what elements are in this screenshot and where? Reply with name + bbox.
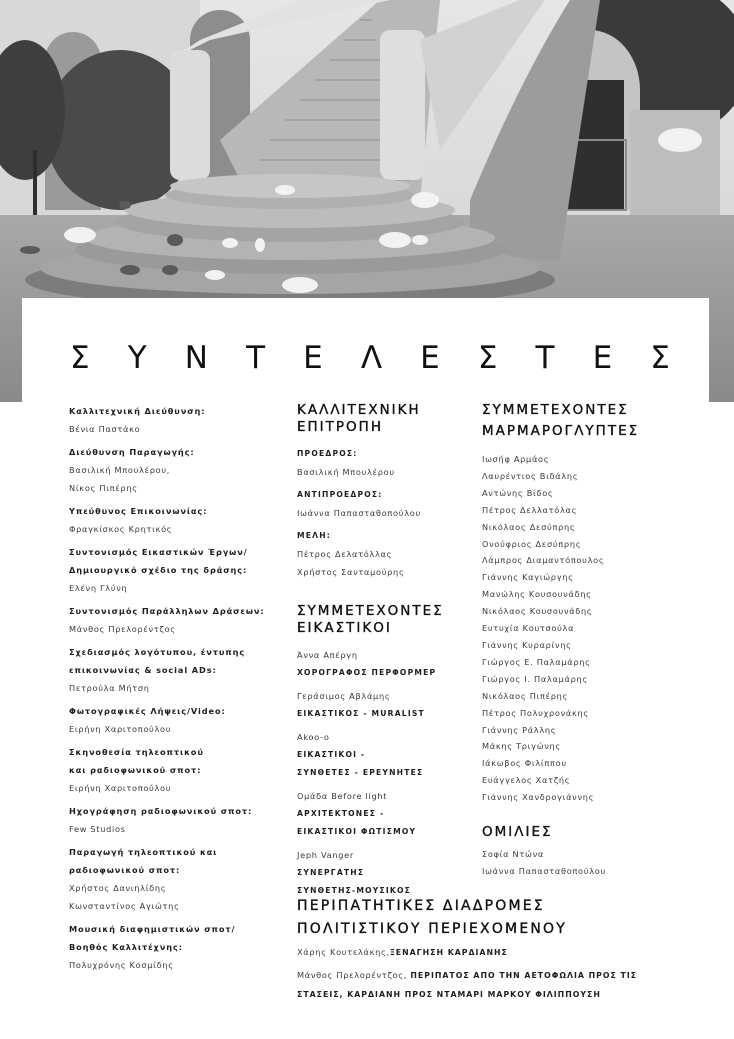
sculptor-name: Γιάννης Ράλλης — [482, 724, 557, 735]
title-letter: Τ — [246, 340, 265, 376]
sculptor-name: Ονούφριος Δεσύπρης — [482, 538, 582, 549]
walk-description: ΠΕΡΙΠΑΤΟΣ ΑΠΟ ΤΗΝ ΑΕΤΟΦΩΛΙΑ ΠΡΟΣ ΤΙΣ — [410, 971, 638, 980]
committee-column — [297, 402, 477, 905]
committee-name: Ιωάννα Παπασταθοπούλου — [297, 508, 421, 518]
walks-heading: ΠΟΛΙΤΙΣΤΙΚΟΥ ΠΕΡΙΕΧΟΜΕΝΟΥ — [297, 921, 568, 937]
credit-name: Κωνσταντίνος Αγιώτης — [69, 901, 180, 911]
title-letter: Λ — [360, 340, 383, 376]
credit-role: Μουσική διαφημιστικών σποτ/ — [69, 924, 236, 934]
title-letter: Υ — [127, 340, 147, 376]
credit-role: και ραδιοφωνικού σποτ: — [69, 765, 202, 775]
title-letter: Σ — [70, 340, 90, 376]
sculptor-name: Γιάννης Κυραρίνης — [482, 639, 572, 650]
credit-group — [69, 602, 289, 638]
visual-artists-heading: ΣΥΜΜΕΤΕΧΟΝΤΕΣ — [297, 603, 444, 619]
artist-entry — [297, 846, 477, 900]
credit-role: επικοινωνίας & social ADs: — [69, 665, 217, 675]
credit-group — [69, 702, 289, 738]
sculptor-name: Ευτυχία Κουτσούλα — [482, 623, 575, 634]
sculptor-name: Γιώργος Ε. Παλαμάρης — [482, 656, 591, 667]
production-credits-column — [69, 402, 289, 979]
title-letter: Ε — [420, 340, 440, 376]
credit-name: Ελένη Γλύνη — [69, 583, 128, 593]
credit-role: Παραγωγή τηλεοπτικού και — [69, 847, 218, 857]
credit-group — [69, 502, 289, 538]
credit-role: Δημιουργικό σχέδιο της δράσης: — [69, 565, 248, 575]
credit-role: Βοηθός Καλλιτέχνης: — [69, 942, 183, 952]
title-letter: Σ — [650, 340, 670, 376]
credit-name: Χρήστος Δανιηλίδης — [69, 883, 167, 893]
artist-name: Ομάδα Before light — [297, 791, 388, 801]
credit-name: Πετρούλα Μήτση — [69, 683, 150, 693]
credit-group — [69, 543, 289, 597]
credit-role: ραδιοφωνικού σποτ: — [69, 865, 181, 875]
credit-name: Βένια Παστάκο — [69, 424, 141, 434]
credit-name: Few Studios — [69, 824, 126, 834]
credit-name: Πολυχρόνης Κοσμίδης — [69, 960, 174, 970]
title-letter: Ε — [592, 340, 613, 376]
credit-group — [69, 402, 289, 438]
walk-entry-continued — [297, 985, 697, 1004]
walk-entry — [297, 943, 697, 962]
credit-role: Συντονισμός Εικαστικών Έργων/ — [69, 547, 248, 557]
sculptor-name: Πέτρος Δελλατόλας — [482, 504, 578, 515]
committee-group — [297, 527, 477, 581]
walk-description: ΣΤΑΣΕΙΣ, ΚΑΡΔΙΑΝΗ ΠΡΟΣ ΝΤΑΜΑΡΙ ΜΑΡΚΟΥ ΦΙΛΙΠΠΟΥΣΗ — [297, 990, 601, 999]
sculptor-name: Νικόλαος Πιπέρης — [482, 690, 569, 701]
sculptor-name: Νικόλαος Δεσύπρης — [482, 521, 576, 532]
artist-role: ΣΥΝΘΕΤΗΣ-ΜΟΥΣΙΚΟΣ — [297, 886, 412, 895]
credit-role: Σχεδιασμός λογότυπου, έντυπης — [69, 647, 246, 657]
sculptor-name: Γιάννης Χανδρογιάννης — [482, 792, 595, 803]
artist-role: ΑΡΧΙΤΕΚΤΟΝΕΣ - — [297, 809, 385, 818]
artist-role: ΧΟΡΟΓΡΑΦΟΣ ΠΕΡΦΟΡΜΕΡ — [297, 668, 437, 677]
credit-role: Συντονισμός Παράλληλων Δράσεων: — [69, 606, 265, 616]
sculptor-name: Πέτρος Πολυχρονάκης — [482, 707, 589, 718]
visual-artists-heading: ΕΙΚΑΣΤΙΚΟΙ — [297, 620, 392, 636]
credit-group — [69, 802, 289, 838]
sculptor-name: Λαυρέντιος Βιδάλης — [482, 470, 579, 481]
title-letter: Σ — [477, 340, 498, 376]
sculptor-name: Ιάκωβος Φιλίππου — [482, 758, 567, 769]
artist-role: ΕΙΚΑΣΤΙΚΟΙ - — [297, 750, 366, 759]
artist-entry — [297, 646, 477, 682]
credit-role: Καλλιτεχνική Διεύθυνση: — [69, 406, 206, 416]
committee-role: ΠΡΟΕΔΡΟΣ: — [297, 449, 358, 458]
credit-role: Σκηνοθεσία τηλεοπτικού — [69, 747, 204, 757]
artist-entry — [297, 728, 477, 782]
committee-group — [297, 445, 477, 481]
sculptors-column — [482, 402, 692, 880]
walk-guide: Χάρης Κουτελάκης, — [297, 947, 390, 957]
committee-name: Πέτρος Δελατόλλας — [297, 549, 393, 559]
sculptors-heading: ΣΥΜΜΕΤΕΧΟΝΤΕΣ — [482, 402, 629, 418]
speaker-name: Σοφία Ντώνα — [482, 849, 544, 860]
sculptors-heading: ΜΑΡΜΑΡΟΓΛΥΠΤΕΣ — [482, 423, 640, 439]
committee-heading: ΕΠΙΤΡΟΠΗ — [297, 419, 383, 435]
talks-heading: ΟΜΙΛΙΕΣ — [482, 824, 553, 841]
credit-group — [69, 443, 289, 497]
credit-group — [69, 920, 289, 974]
walks-heading: ΠΕΡΙΠΑΤΗΤΙΚΕΣ ΔΙΑΔΡΟΜΕΣ — [297, 898, 545, 914]
credit-name: Νίκος Πιπέρης — [69, 483, 138, 493]
credit-role: Φωτογραφικές Λήψεις/Video: — [69, 706, 226, 716]
walk-guide: Μάνθος Πρελορέντζος, — [297, 970, 411, 980]
committee-role: ΑΝΤΙΠΡΟΕΔΡΟΣ: — [297, 490, 383, 499]
credit-name: Φραγκίσκος Κρητικός — [69, 524, 173, 534]
credit-name: Μάνθος Πρελορέντζος — [69, 624, 176, 634]
credit-group — [69, 643, 289, 697]
sculptor-name: Ευάγγελος Χατζής — [482, 775, 571, 786]
artist-entry — [297, 787, 477, 841]
title-letter: Ε — [303, 340, 323, 376]
artist-entry — [297, 687, 477, 723]
credit-group — [69, 743, 289, 797]
title-letter: Ν — [184, 340, 208, 376]
committee-heading: ΚΑΛΛΙΤΕΧΝΙΚΗ — [297, 402, 421, 418]
committee-name: Χρήστος Σανταμούρης — [297, 567, 405, 577]
artist-name: Jeph Vanger — [297, 850, 354, 860]
sculptor-name: Αντώνης Βίδος — [482, 487, 554, 498]
walk-entry — [297, 966, 697, 985]
walks-section — [297, 896, 697, 1004]
committee-role: ΜΕΛΗ: — [297, 531, 332, 540]
credit-role: Υπεύθυνος Επικοινωνίας: — [69, 506, 208, 516]
artist-role: ΕΙΚΑΣΤΙΚΟΙ ΦΩΤΙΣΜΟΥ — [297, 827, 417, 836]
walk-description: ΞΕΝΑΓΗΣΗ ΚΑΡΔΙΑΝΗΣ — [389, 948, 508, 957]
sculptor-name: Μάκης Τριγώνης — [482, 741, 561, 752]
sculptor-name: Γιώργος Ι. Παλαμάρης — [482, 673, 588, 684]
committee-group — [297, 486, 477, 522]
artist-role: ΣΥΝΕΡΓΑΤΗΣ — [297, 868, 365, 877]
sculptor-name: Λάμπρος Διαμαντόπουλος — [482, 555, 605, 566]
credit-name: Βασιλική Μπουλέρου, — [69, 465, 171, 475]
artist-role: ΕΙΚΑΣΤΙΚΟΣ - MURALIST — [297, 709, 425, 718]
credit-role: Διεύθυνση Παραγωγής: — [69, 447, 195, 457]
artist-name: Άννα Απέργη — [297, 650, 358, 660]
sculptor-name: Νικόλαος Κουσουνάδης — [482, 606, 593, 617]
sculptor-name: Μανώλης Κουσουνάδης — [482, 589, 592, 600]
sculptor-name: Ιωσήφ Αρμάος — [482, 454, 550, 464]
speaker-name: Ιωάννα Παπασταθοπούλου — [482, 865, 606, 876]
title-letter: Τ — [535, 340, 555, 376]
sculptor-name: Γιάννης Καγιώργης — [482, 572, 574, 583]
page-title — [70, 338, 670, 378]
credit-name: Ειρήνη Χαριτοπούλου — [69, 783, 172, 793]
artist-role: ΣΥΝΘΕΤΕΣ - ΕΡΕΥΝΗΤΕΣ — [297, 768, 424, 777]
credit-group — [69, 843, 289, 915]
artist-name: Akoo-o — [297, 732, 330, 742]
credit-name: Ειρήνη Χαριτοπούλου — [69, 724, 172, 734]
committee-name: Βασιλική Μπουλέρου — [297, 467, 395, 477]
credit-role: Ηχογράφηση ραδιοφωνικού σποτ: — [69, 806, 253, 816]
artist-name: Γεράσιμος Αβλάμης — [297, 691, 391, 701]
